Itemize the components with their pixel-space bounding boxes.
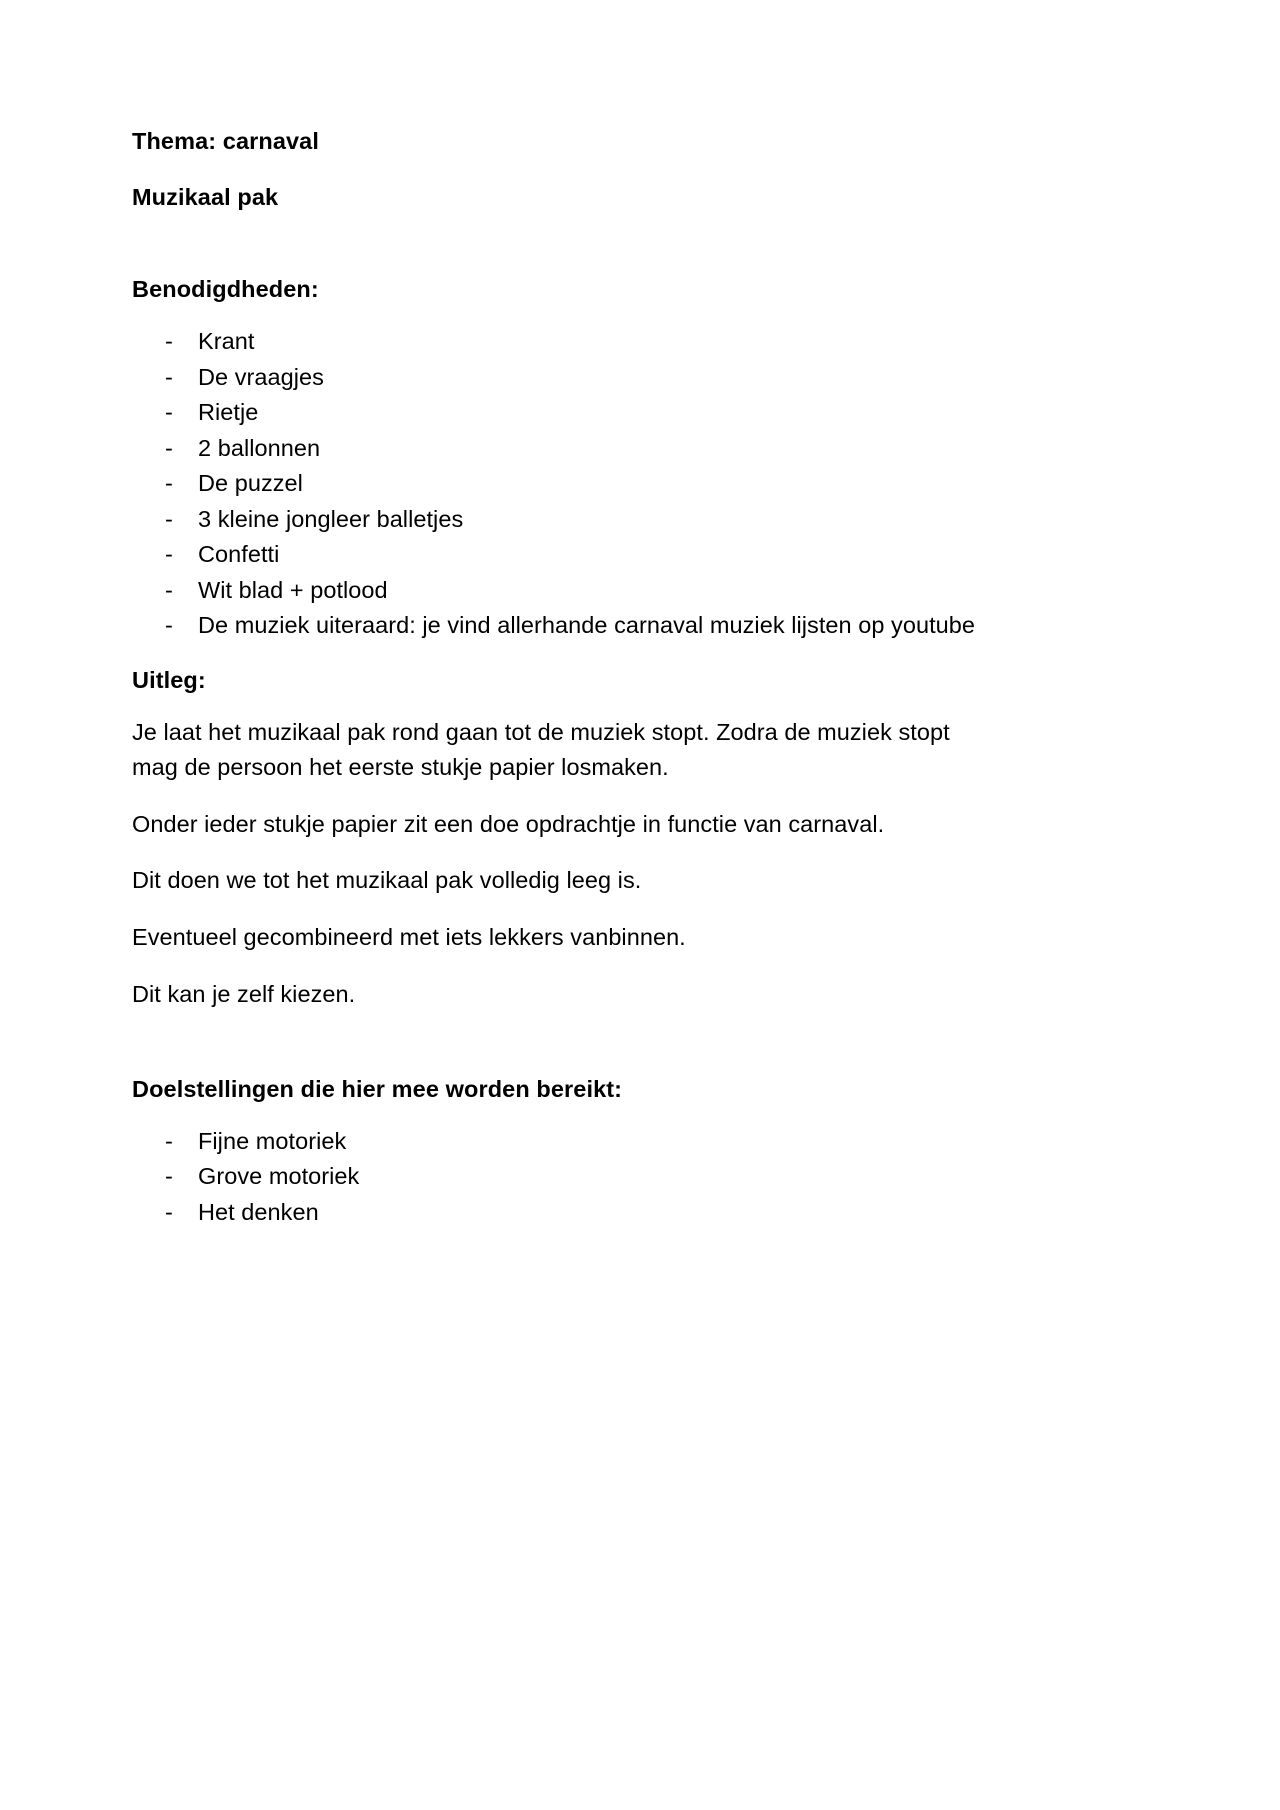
explanation-paragraph: Onder ieder stukje papier zit een doe opdrachtje in functie van carnaval. — [132, 810, 885, 837]
spacer-before-goals — [132, 1012, 980, 1074]
list-item — [132, 1195, 980, 1230]
bullet-dash-icon: - — [165, 1198, 173, 1225]
list-item — [132, 537, 980, 572]
bullet-dash-icon: - — [165, 1127, 173, 1154]
list-item-label: Het denken — [198, 1198, 319, 1225]
bullet-dash-icon: - — [165, 505, 173, 532]
section-materials — [132, 274, 980, 643]
document-body — [132, 126, 980, 1229]
list-item-label: De muziek uiteraard: je vind allerhande carnaval muziek lijsten op youtube — [198, 612, 976, 639]
bullet-dash-icon: - — [165, 470, 173, 497]
document-subtitle: Muzikaal pak — [132, 184, 279, 211]
list-item-label: De vraagjes — [198, 363, 324, 390]
list-item — [132, 431, 980, 466]
materials-list — [132, 324, 980, 643]
list-item — [132, 608, 980, 643]
bullet-dash-icon: - — [165, 363, 173, 390]
list-item — [132, 466, 980, 501]
goals-heading: Doelstellingen die hier mee worden bereikt: — [132, 1075, 623, 1102]
document-title: Thema: carnaval — [132, 128, 319, 154]
list-item-label: Krant — [198, 328, 255, 355]
list-item-label: Fijne motoriek — [198, 1127, 347, 1154]
explanation-paragraph: Eventueel gecombineerd met iets lekkers vanbinnen. — [132, 924, 686, 951]
list-item — [132, 502, 980, 537]
list-item — [132, 360, 980, 395]
bullet-dash-icon: - — [165, 576, 173, 603]
section-explanation — [132, 665, 980, 1012]
list-item — [132, 395, 980, 430]
explanation-paragraph: Je laat het muzikaal pak rond gaan tot de muziek stopt. Zodra de muziek stopt mag de persoon het eerste stukje papier losmaken. — [132, 719, 950, 780]
list-item-label: 2 ballonnen — [198, 434, 321, 461]
list-item — [132, 573, 980, 608]
section-goals — [132, 1074, 980, 1230]
spacer-after-subtitle — [132, 212, 980, 274]
list-item-label: Grove motoriek — [198, 1163, 360, 1190]
explanation-paragraph: Dit doen we tot het muzikaal pak volledig leeg is. — [132, 867, 642, 894]
explanation-heading: Uitleg: — [132, 667, 206, 694]
list-item — [132, 324, 980, 359]
materials-heading: Benodigdheden: — [132, 276, 319, 303]
goals-list — [132, 1124, 980, 1230]
bullet-dash-icon: - — [165, 612, 173, 639]
list-item — [132, 1124, 980, 1159]
bullet-dash-icon: - — [165, 399, 173, 426]
list-item — [132, 1159, 980, 1194]
list-item-label: De puzzel — [198, 470, 303, 497]
bullet-dash-icon: - — [165, 1163, 173, 1190]
explanation-paragraph: Dit kan je zelf kiezen. — [132, 980, 356, 1007]
bullet-dash-icon: - — [165, 328, 173, 355]
bullet-dash-icon: - — [165, 434, 173, 461]
list-item-label: Confetti — [198, 541, 280, 568]
list-item-label: 3 kleine jongleer balletjes — [198, 505, 464, 532]
list-item-label: Wit blad + potlood — [198, 576, 388, 603]
bullet-dash-icon: - — [165, 541, 173, 568]
list-item-label: Rietje — [198, 399, 259, 426]
